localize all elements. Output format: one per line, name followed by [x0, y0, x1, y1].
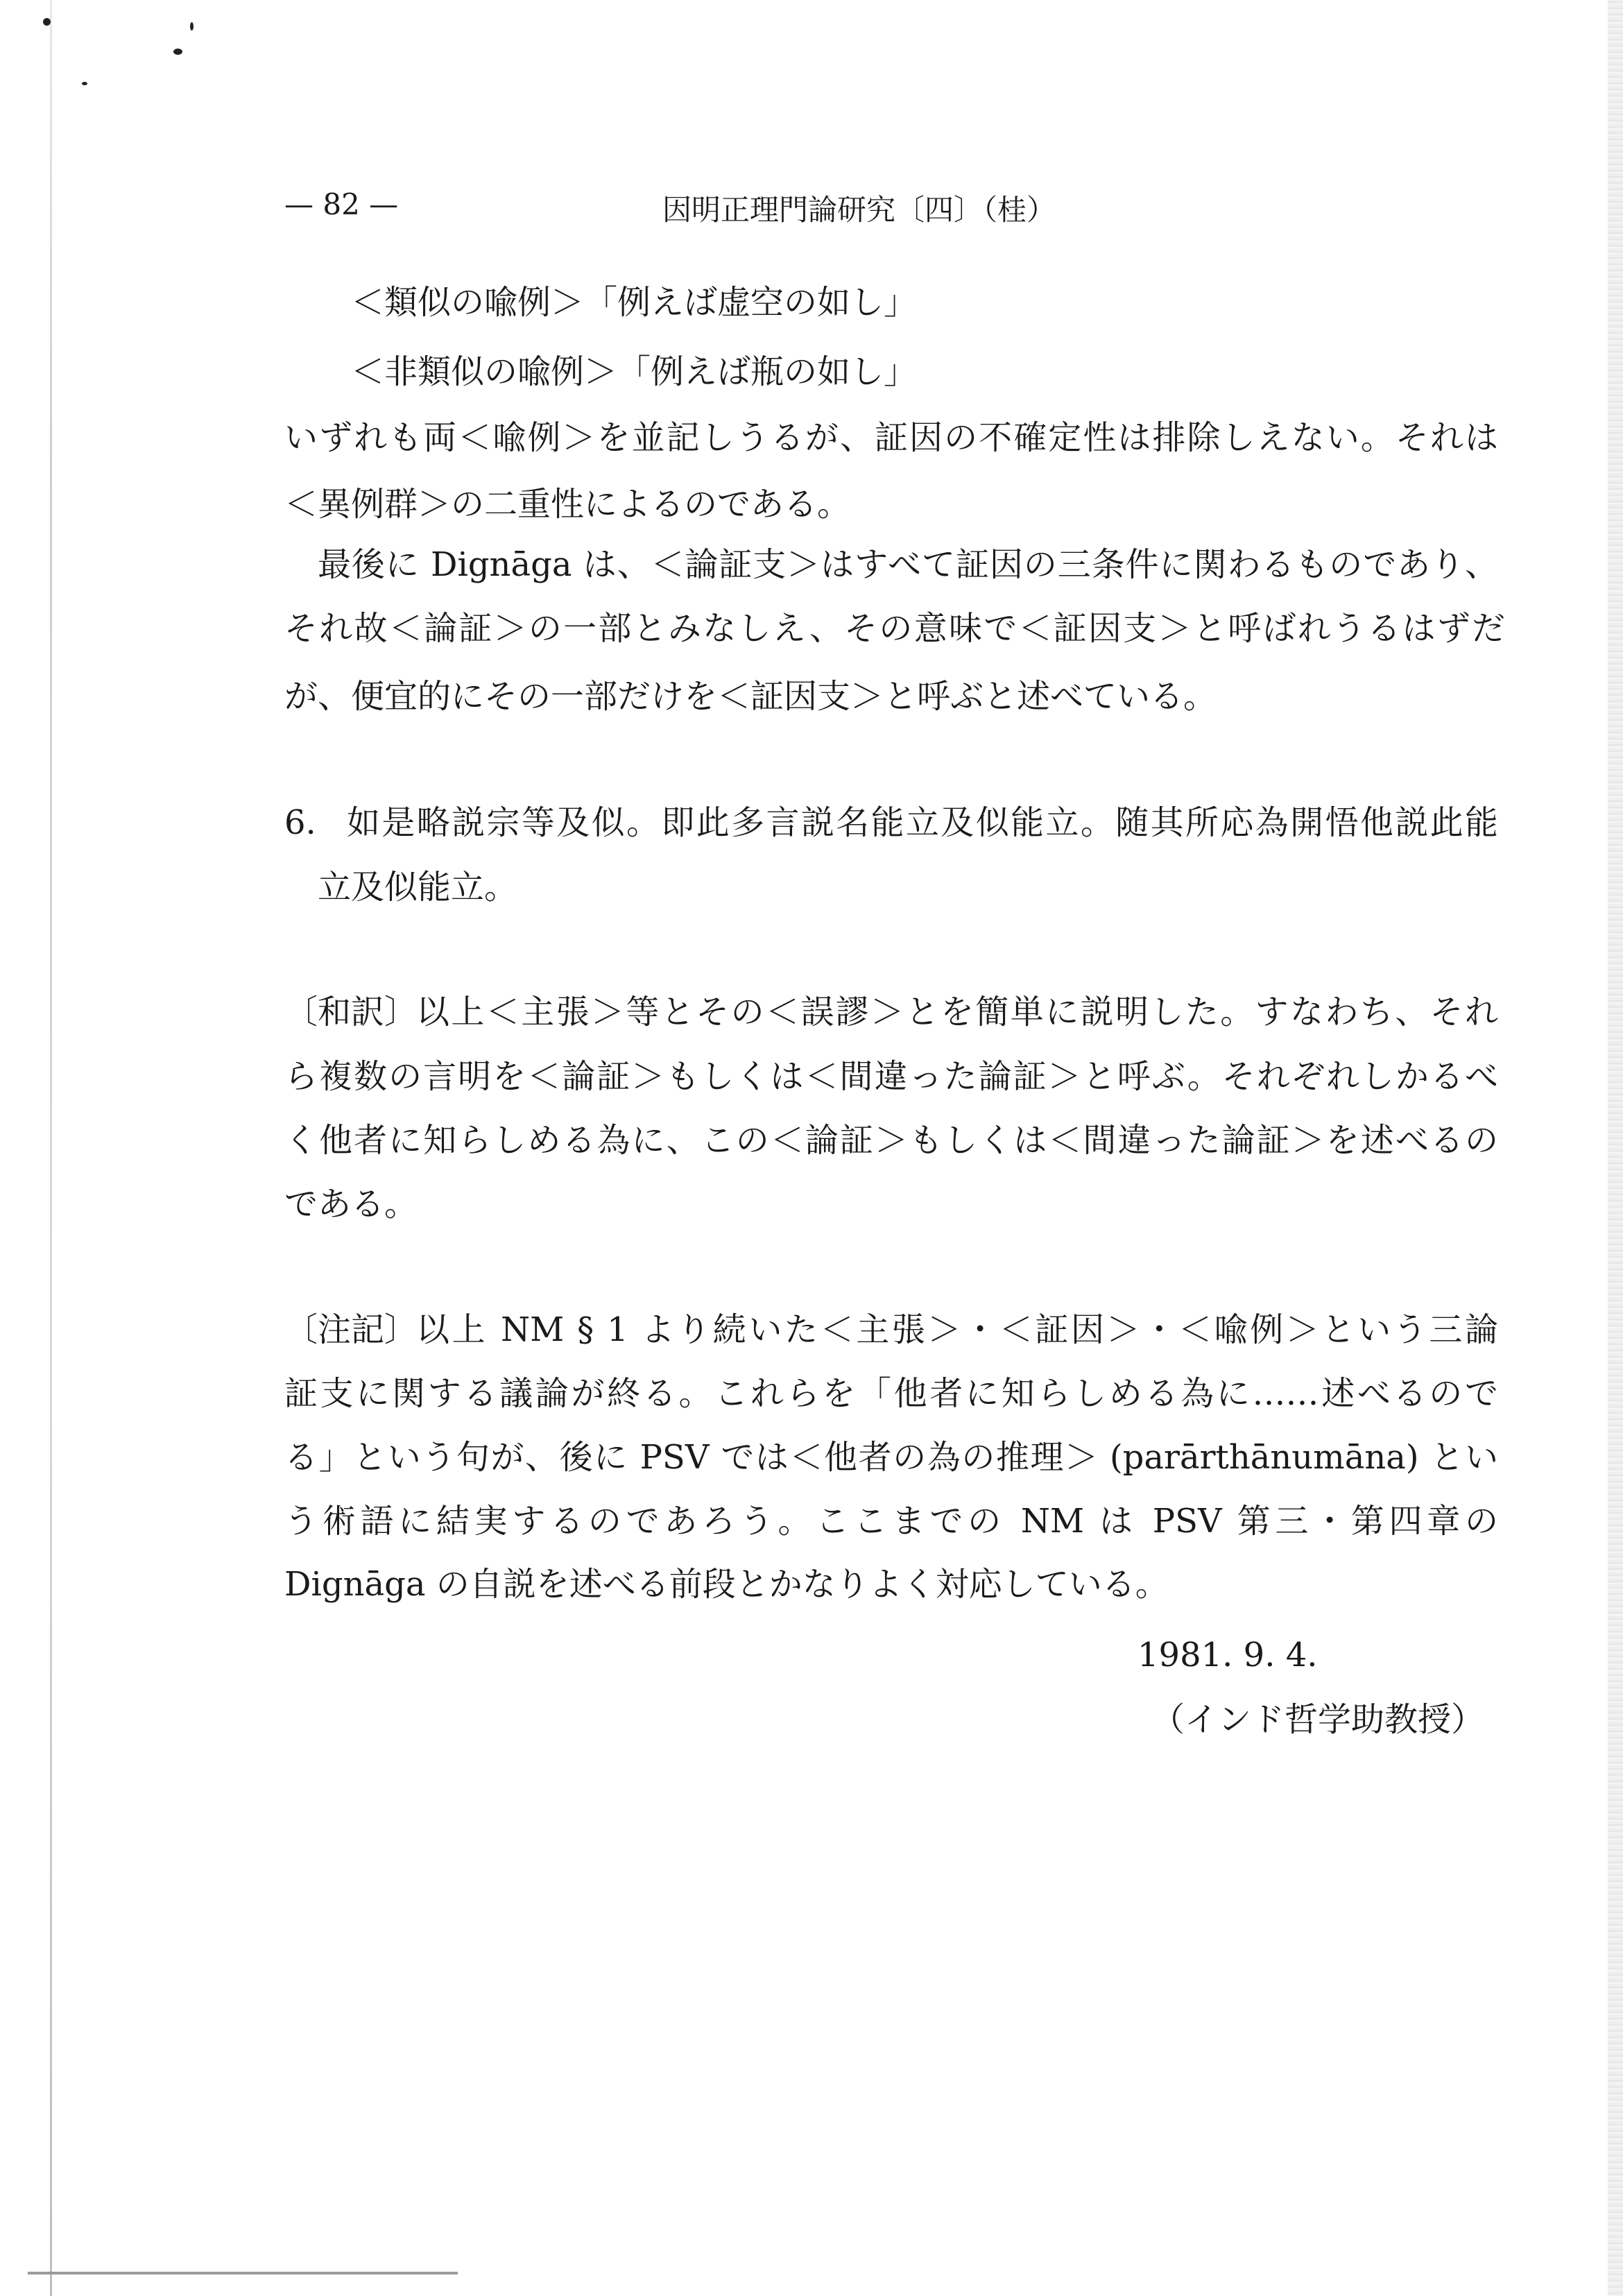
scan-speck — [173, 49, 182, 55]
note-line: Dignāga の自説を述べる前段とかなりよく対応している。 — [284, 1565, 1169, 1604]
scan-speck — [190, 22, 194, 31]
scan-left-edge — [50, 0, 52, 2296]
scan-right-edge — [1608, 0, 1623, 2296]
section-number: 6. — [284, 803, 316, 842]
paragraph-line: が、便宜的にその一部だけを＜証因支＞と呼ぶと述べている。 — [284, 677, 1217, 716]
similar-example-line: ＜類似の喩例＞「例えば虚空の如し」 — [351, 283, 918, 322]
running-header — [284, 187, 1540, 236]
source-text-line: 如是略説宗等及似。即此多言説名能立及似能立。随其所応為開悟他説此能 — [347, 803, 1498, 842]
translation-line: である。 — [284, 1185, 418, 1224]
scan-speck — [82, 82, 87, 85]
note-line: 以上 NM § 1 より続いた＜主張＞・＜証因＞・＜喩例＞という三論 — [416, 1310, 1498, 1349]
author-affiliation: （インド哲学助教授） — [1151, 1700, 1485, 1739]
translation-line: ら複数の言明を＜論証＞もしくは＜間違った論証＞と呼ぶ。それぞれしかるべ — [284, 1057, 1498, 1096]
scan-speck — [43, 18, 51, 26]
dissimilar-example-line: ＜非類似の喩例＞「例えば瓶の如し」 — [351, 352, 918, 391]
page-number: — 82 — — [284, 187, 399, 221]
scan-bottom-rule — [28, 2272, 458, 2274]
source-text-line: 立及似能立。 — [318, 868, 518, 907]
running-title: 因明正理門論研究〔四〕（桂） — [662, 193, 1056, 227]
paragraph-line: ＜異例群＞の二重性によるのである。 — [284, 485, 851, 524]
date-line: 1981. 9. 4. — [1137, 1636, 1318, 1674]
note-line: る」という句が、後に PSV では＜他者の為の推理＞ (parārthānumāna) とい — [284, 1438, 1498, 1477]
note-line: 証支に関する議論が終る。これらを「他者に知らしめる為に……述べるので — [284, 1374, 1498, 1413]
translation-line: 以上＜主張＞等とその＜誤謬＞とを簡単に説明した。すなわち、それ — [416, 993, 1498, 1031]
note-label: 〔注記〕 — [284, 1310, 418, 1349]
paragraph-line: いずれも両＜喩例＞を並記しうるが、証因の不確定性は排除しえない。それは — [284, 418, 1498, 457]
note-line: う術語に結実するのであろう。ここまでの NM は PSV 第三・第四章の — [284, 1502, 1498, 1541]
paragraph-line: それ故＜論証＞の一部とみなしえ、その意味で＜証因支＞と呼ばれうるはずだ — [284, 609, 1505, 648]
translation-label: 〔和訳〕 — [284, 993, 418, 1031]
translation-line: く他者に知らしめる為に、この＜論証＞もしくは＜間違った論証＞を述べるの — [284, 1121, 1498, 1160]
paragraph-line: 最後に Dignāga は、＜論証支＞はすべて証因の三条件に関わるものであり、 — [318, 545, 1498, 584]
